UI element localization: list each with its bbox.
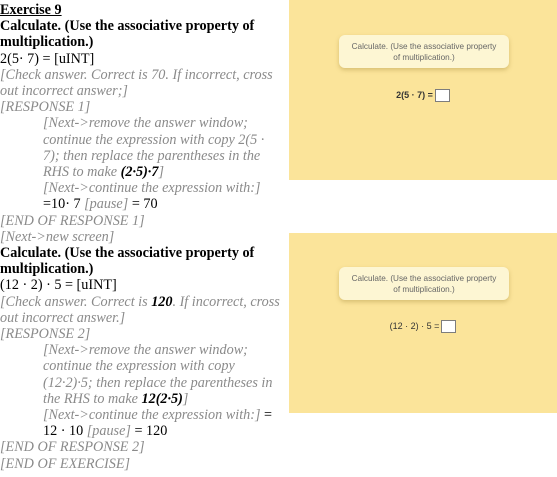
result-value: = 120 [134,423,168,440]
step-text: [Next->remove the answer window; continue the expression with copy (12·2)·5; then replace the parentheses in the RHS to make [43,342,273,407]
step-text: [Next->continue the expression with:] [43,407,261,424]
step-target-expression: (2·5)·7 [120,164,159,181]
exercise-end: [END OF EXERCISE] [0,455,131,472]
answer-input[interactable] [441,320,456,333]
response-2-step-2 [0,407,280,423]
pause-marker: [pause] [86,423,131,440]
pause-marker: [pause] [84,196,129,213]
instruction-2: Calculate. (Use the associative property of multiplication.) [0,245,255,278]
expression-row [289,320,557,333]
screen-preview-1 [289,0,557,180]
check-text: [Check answer. Correct is [0,293,148,310]
step-target-expression: 12(2·5) [141,390,183,407]
response-1-step-2: [Next->continue the expression with:] [43,180,261,197]
answer-input[interactable] [435,89,450,102]
expression-text: 2(5 · 7) = [396,89,433,100]
instruction-1: Calculate. (Use the associative property of multiplication.) [0,18,255,51]
check-note-2 [0,294,280,326]
step-text: [Next->remove the answer window; continue the expression with copy 2(5 · 7); then replace the parentheses in the RHS to make [43,115,265,181]
prompt-bubble [339,35,509,68]
step-equals: = [264,407,273,424]
exercise-script [0,2,280,472]
check-note-1: [Check answer. Correct is 70. If incorrect, cross out incorrect answer;] [0,66,273,100]
step-close: ] [182,390,189,407]
problem-2: (12 · 2) · 5 = [uINT] [0,277,117,294]
result-value: = 70 [131,196,158,213]
result-expression: =10· 7 [43,196,81,213]
prompt-bubble [339,267,509,300]
check-text-end: . If incorrect, cross out incorrect answer.] [0,293,280,326]
result-expression: 12 · 10 [43,423,84,440]
response-2-end: [END OF RESPONSE 2] [0,439,145,456]
exercise-title: Exercise 9 [0,2,62,18]
response-2-step-1 [0,342,280,407]
response-1-step-1 [0,115,280,180]
step-close: ] [158,164,164,181]
response-1-end: [END OF RESPONSE 1] [0,212,145,229]
problem-1: 2(5· 7) = [uINT] [0,50,95,67]
prompt-text: Calculate. (Use the associative property of multiplication.) [351,273,497,294]
screen-preview-2 [289,233,557,413]
response-1-result [0,196,280,212]
check-correct-value: 120 [151,293,173,310]
expression-text: (12 · 2) · 5 = [389,320,440,331]
response-2-result [0,423,280,439]
response-1-start: [RESPONSE 1] [0,99,91,116]
expression-row [289,89,557,102]
response-2-start: [RESPONSE 2] [0,326,91,343]
new-screen-note: [Next->new screen] [0,228,115,245]
prompt-text: Calculate. (Use the associative property of multiplication.) [351,41,497,62]
